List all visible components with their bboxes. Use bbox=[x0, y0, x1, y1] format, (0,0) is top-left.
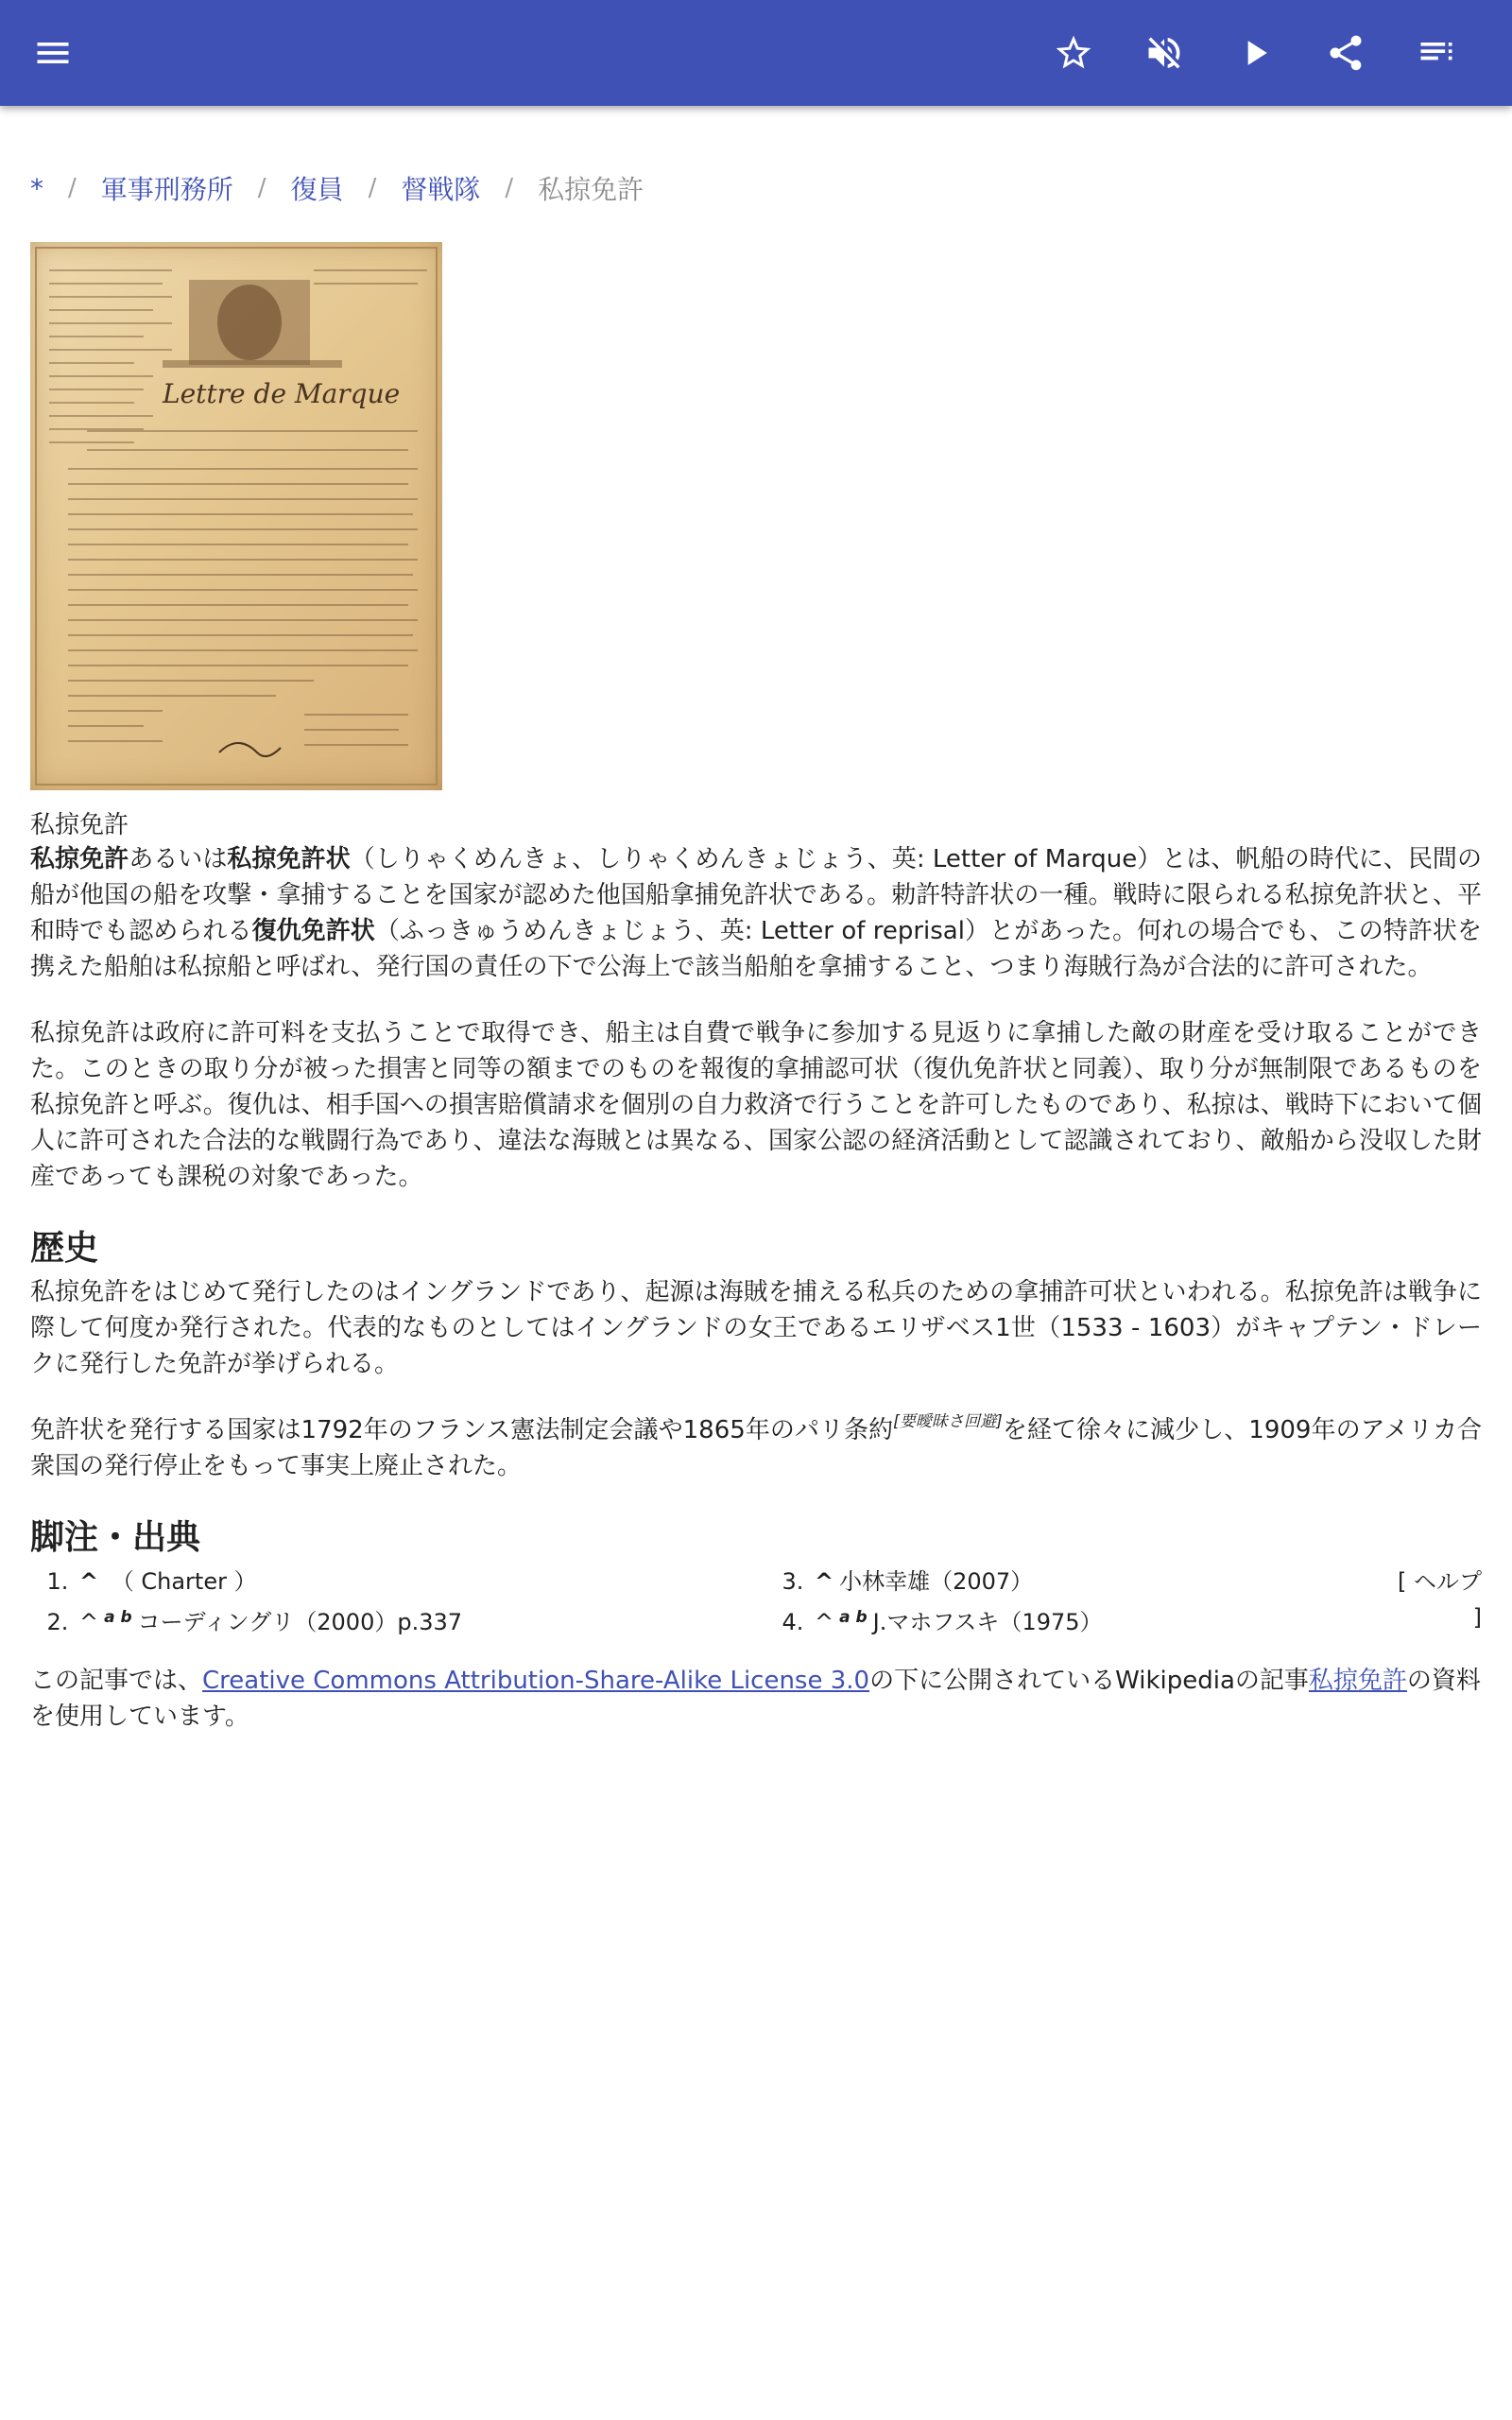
reference-item bbox=[76, 1564, 765, 1599]
section-heading-notes: 脚注・出典 bbox=[30, 1518, 201, 1557]
breadcrumb bbox=[30, 164, 644, 212]
star-icon bbox=[1053, 32, 1094, 74]
license-link[interactable]: Creative Commons Attribution-Share-Alike License 3.0 bbox=[202, 1667, 870, 1695]
text-span: あるいは bbox=[129, 845, 228, 873]
breadcrumb-separator: / bbox=[368, 174, 377, 202]
breadcrumb-item-demobilization[interactable]: 復員 bbox=[290, 174, 344, 205]
play-button[interactable] bbox=[1223, 21, 1287, 85]
text-span: （しりゃくめんきょ、しりゃくめんきょじょう、英: Letter of Marque）とは、帆船の時代に、民間の船が他国の船を攻撃・拿捕することを国家が認めた他国船拿捕免許状である。勅許特許状の一種。戦時に限られる私掠免許状と、平和時でも認められる bbox=[30, 845, 1482, 945]
paragraph-acquisition: 私掠免許は政府に許可料を支払うことで取得でき、船主は自費で戦争に参加する見返りに拿捕した敵の財産を受け取ることができた。このときの取り分が被った損害と同等の額までのものを報復的拿捕認可状（復仇免許状と同義）、取り分が無制限であるものを私掠免許と呼ぶ。復仇は、相手国への損害賠償請求を個別の自力救済で行うことを許可したものであり、私掠は、戦時下において個人に許可された合法的な戦闘行為であり、違法な海賊とは異なる、国家公認の経済活動として認識されており、敵船から没収した財産であっても課税の対象であった。 bbox=[30, 1019, 1482, 1191]
breadcrumb-separator: / bbox=[68, 174, 77, 202]
reference-text: コーディングリ（2000）p.337 bbox=[137, 1609, 463, 1635]
breadcrumb-current: 私掠免許 bbox=[538, 174, 644, 205]
reference-text: （ Charter ） bbox=[104, 1568, 257, 1595]
playlist-icon bbox=[1416, 32, 1457, 74]
paragraph-intro bbox=[30, 841, 1482, 985]
breadcrumb-item-root[interactable]: * bbox=[30, 172, 43, 204]
play-icon bbox=[1234, 32, 1276, 74]
bookmark-button[interactable] bbox=[1041, 21, 1106, 85]
paragraph-history-origin: 私掠免許をはじめて発行したのはイングランドであり、起源は海賊を捕える私兵のための拿捕許可状といわれる。私掠免許は戦争に際して何度か発行された。代表的なものとしてはイングランドの女王であるエリザベス1世（1533 - 1603）がキャプテン・ドレークに発行した免許が挙げられる。 bbox=[30, 1278, 1482, 1378]
section-heading-history: 歴史 bbox=[30, 1229, 99, 1268]
mute-button[interactable] bbox=[1132, 21, 1196, 85]
disambiguation-note[interactable]: [要曖昧さ回避] bbox=[893, 1412, 1003, 1431]
term-shiryaku-menkyo: 私掠免許 bbox=[30, 845, 129, 873]
text-span: 免許状を発行する国家は1792年のフランス憲法制定会議や1865年のパリ条約 bbox=[30, 1416, 894, 1444]
references-column-1 bbox=[30, 1564, 765, 1640]
text-span: この記事では、 bbox=[30, 1667, 203, 1695]
breadcrumb-item-blocking-detachment[interactable]: 督戦隊 bbox=[401, 174, 481, 205]
text-span: を経て徐々に減少し、1909年のアメリカ合衆国の発行停止をもって事実上廃止された。 bbox=[30, 1416, 1483, 1480]
term-fukkyu-menkyojo: 復仇免許状 bbox=[251, 917, 375, 945]
backlink-caret[interactable]: ^ bbox=[815, 1568, 834, 1595]
source-article-link[interactable]: 私掠免許 bbox=[1308, 1667, 1407, 1695]
reference-text: J.マホフスキ（1975） bbox=[872, 1609, 1103, 1635]
backlink-caret: ^ bbox=[79, 1609, 99, 1635]
reference-item bbox=[811, 1599, 1397, 1640]
image-title-text: Lettre de Marque bbox=[163, 378, 401, 409]
license-note bbox=[30, 1663, 1482, 1735]
share-icon bbox=[1325, 32, 1366, 74]
reference-item bbox=[76, 1599, 765, 1640]
paragraph-history-abolition bbox=[30, 1412, 1482, 1484]
backlink-caret: ^ bbox=[815, 1609, 834, 1635]
help-link[interactable]: [ ヘルプ ] bbox=[1398, 1568, 1482, 1631]
contents-button[interactable] bbox=[1404, 21, 1469, 85]
references-list bbox=[30, 1564, 1482, 1640]
menu-icon bbox=[32, 32, 74, 74]
document-illustration bbox=[30, 242, 442, 790]
breadcrumb-item-military-prison[interactable]: 軍事刑務所 bbox=[100, 174, 233, 205]
breadcrumb-separator: / bbox=[257, 174, 266, 202]
article-body bbox=[30, 841, 1482, 1735]
references-help bbox=[1397, 1564, 1482, 1640]
menu-button[interactable] bbox=[21, 21, 85, 85]
reference-text: 小林幸雄（2007） bbox=[839, 1568, 1034, 1595]
term-shiryaku-menkyojo: 私掠免許状 bbox=[227, 845, 351, 873]
volume-off-icon bbox=[1143, 32, 1185, 74]
backlink-letters[interactable]: a b bbox=[104, 1608, 132, 1627]
references-column-2 bbox=[765, 1564, 1397, 1640]
text-span: （ふっきゅうめんきょじょう、英: Letter of reprisal）とがあった。何れの場合でも、この特許状を携えた船舶は私掠船と呼ばれ、発行国の責任の下で公海上で該当船舶を拿捕すること、つまり海賊行為が合法的に許可された。 bbox=[30, 917, 1482, 981]
app-bar bbox=[0, 0, 1512, 106]
backlink-caret[interactable]: ^ bbox=[79, 1568, 99, 1595]
text-span: の下に公開されているWikipediaの記事 bbox=[869, 1667, 1309, 1695]
reference-item bbox=[811, 1564, 1397, 1599]
share-button[interactable] bbox=[1314, 21, 1378, 85]
image-caption: 私掠免許 bbox=[30, 811, 129, 839]
text-span: の資料を使用しています。 bbox=[30, 1667, 1481, 1731]
letter-of-marque-image[interactable] bbox=[30, 242, 442, 790]
breadcrumb-separator: / bbox=[505, 174, 514, 202]
backlink-letters[interactable]: a b bbox=[839, 1608, 868, 1627]
